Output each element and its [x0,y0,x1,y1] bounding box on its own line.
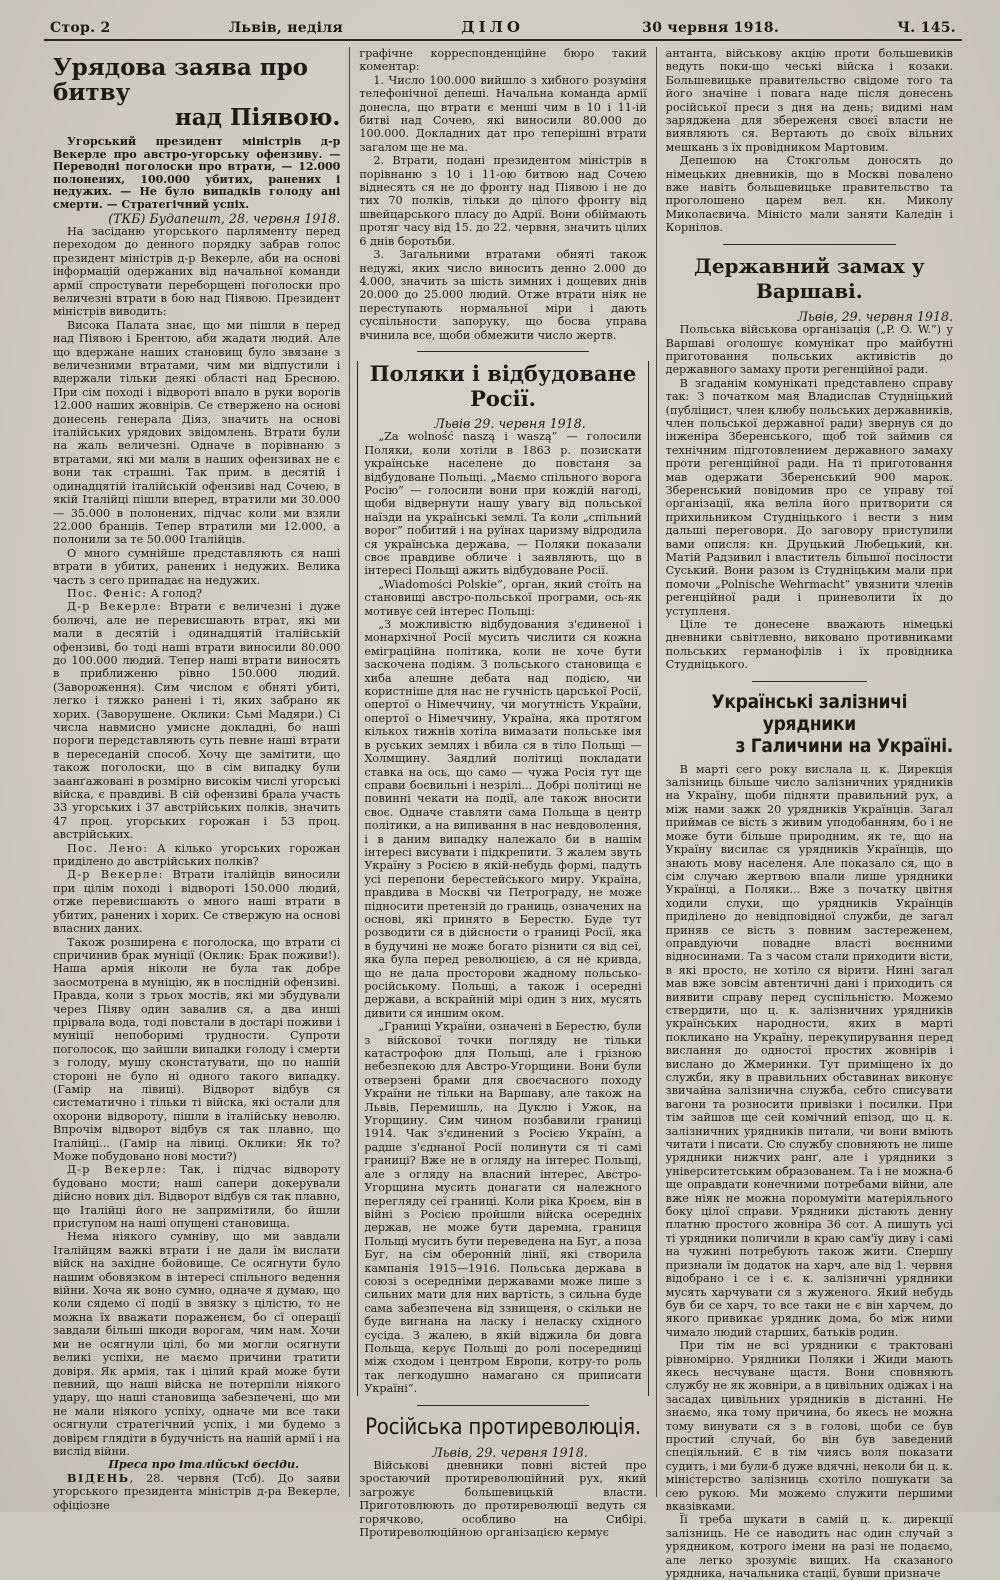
subheading-press: Преса про італійські бесіди. [108,1457,299,1472]
section-rule [417,351,589,352]
headline-railway [666,691,953,757]
dateline-counterrevolution: Львів, 29. червня 1918. [432,1444,588,1460]
speaker: Д-р Векерле: [67,868,164,882]
paragraph: В марті сего року вислала ц. к. Дирекція залізниць більше число залізничних урядників на Україну, щоби підняти правильний рух, а між нами зажк 20 урядників Українців. Загал приймав се вість з живим уподобанням, бо і не може бути більше природним, як те, що на Україну висилає ся урядників Українців, що знають мову населеня. Але показало ся, що в сім случаю жертвою впали лише урядники Українці, а Поляки... Вже з початку цвітня ходили слухи, що урядників Українців приділено до невідповідної служби, де загал приняв се вість з повним застереженем, оправдуючи повадне власті воєнними відносинами. Та з часом стали приходити вісти, в які просто, не хотіло ся вірити. Нині загал мав вже зовсім автентичні дані і приходить ся виявити справу перед суспільністю. Можемо ствердити, що ц. к. залізничних урядників українських народности, яких в марті покликано на Україну, перекупирування перед вислання до одностої простих жовнірів і вислано до Жмеринки. Тут приміщено їх до служби, яку в правильних обставинах виконує звичайна залізнична служба, себто списувати вагони та розносити привізки і посилки. При тім зайшов ще сей комічний епізод, що ц. к. залізничних урядників питали, чи вони вміють читати і писати. Сю службу сповняють не лише урядники нижчих ранґ, але і урядники з університетським образованем. Та і не можна-б ще оправдати конечними потребами війни, але вже ніяк не можна поромуміти матеріяльного боку цілої справи. Урядники дістають денну платню простого жовніра 36 сот. А пишуть усі ті урядники поличили в краю сам'їу диву і самі на чужині потребують також жити. Спершу признали їм додаток на харч, але від 1. червня відобрано і се і є. к. залізничні урядники мусять харчувати ся з жуженого. Який небудь був би се харч, то все таки не є він харчем, до якого привикає урядник дома, бо між ними чимало людий старших, батьків родин. [665,762,953,1339]
numbered-paragraph: 3. Загальними втратами обняті також недужі, яких число виносить денно 2.000 до 4.000, значить за шість зимних і дощевих днів 20.000 до 25.000 людий. Отже втрати ніяк не переступають нормальної міри і дають суспільности запоруку, що босва управа вчинила все, щоби обмежити число жертв. [359,248,647,342]
dateline-budapest: (ТКБ) Будапешт, 28. червня 1918. [108,210,341,226]
paper-name: ДІЛО [461,18,524,36]
page-number: Стор. 2 [50,20,111,36]
paragraph: При тім не всі урядники є трактовані рівномірно. Урядники Поляки і Жиди мають якесь несчуване щастя. Вони сповняють службу не як жовніри, а в цивільних одіжах і на засадах цивільних урядників в дістанні. Не знаємо, яка тому причина, бо якесь не можна тому винувати ся з в голові, щоби се був простий случай, бо він був заведений спеціяльний. Є в тім чиясь воля показати судить, і ми були-б дуже вдячні, неколи би ц. к. міністерство залізниць схотіло пошукати за сею рукою. Ми можемо служити першими вказівками. [665,1339,953,1513]
paragraph: Ціле те донесене вважають німецькі дневники сьвітлевно, виковано противниками польських германофілів і їх провідника Студніцького. [665,618,953,672]
speaker: Пос. Феніс: [67,586,148,600]
headline-warsaw: Державний замах у Варшаві. [694,253,925,303]
paragraph: графічне корреспонденційне бюро такий коментар: [359,47,647,74]
paragraph: антанта, військову акцію проти большевиків ведуть поки-що чеські війска і козаки. Большевицьке правительство свідоме того та його значіне і повага наде після донесень російської преси з дня на день; видимі нам заряджена для збереженя своєї власти не виявляють ся. Вертають до своїх вільних мешкань з їх провідником Мартовим. [665,47,953,154]
speaker: Д-р Векерле: [67,1163,168,1177]
exchange-line [53,868,340,935]
exchange-line [53,842,340,869]
section-rule [723,244,895,245]
speech: А кілько угорських горожан приділено до австрійських полків? [53,841,341,869]
column-2 [349,47,655,1540]
paragraph: Військові дневники повні вістей про зростаючий протиреволюційний рух, який загрожує большевицькій власти. Приготовлюють до протиреволюції ведуть ся горячково, особливо на Сибірі. Протиреволюційною організацією кермує [359,1459,647,1540]
article-poles [357,361,648,1396]
speech: А голод? [150,586,202,600]
city-vienna: ВІДЕНЬ [67,1470,130,1485]
headline-piave-line1: Урядова заява про битву [53,54,309,106]
paragraph: Висока Палата знає, що ми пішли в перед над Піявою і Брентою, аби жадати людий. Але що вдержане наших становищ було звязане з величезними втратами, чим ми відпустили і вдержали тільки деякі області над Бресною. При сім поході і відвороті впало в руки ворогів 12.000 наших жовнірів. Се ствержено на основі донесень генерала Діяз, значить на основі італійських урядових звідомлень. Втрати були на жаль величезні. Одначе в порівнаню з втратами, які ми мали в наших офензивах не є вони так страшні. Так прим. в десятій і одинадцятій італійській офензиві над Сочею, в якій Італійці пішли вперед, втратили ми 30.000 — 35.000 в полонених, підчас коли ми взяли 22.000 бранців. Тепер втратили ми 12.000, а полонили за те 50.000 Італійців. [53,318,341,547]
paragraph: Її треба шукати в самій ц. к. дирекції залізниць. Не се наводить нас один случай з урядником, котрого імени на разі не подаємо, але легко зрозуміє вищих. На сказаного урядника, начальника стації, бувши призначе [665,1513,953,1580]
paragraph: О много сумнійше представляють ся наші втрати в убитих, ранених і недужих. Велика часть з сего припадає на недужих. [53,546,341,587]
speech: Втрати італійців виносили при цілім поході і відвороті 150.000 людий, отже перевисшають о много наші втрати в убитих, ранених і хорих. Се ствержую на основі власних даних. [53,868,341,936]
issue-date: 30 червня 1918. [642,20,780,36]
exchange-line [53,587,340,600]
headline-piave [53,55,340,130]
paragraph: „З можливістю відбудования з'єдиненої і монархічної Росії мусить числити ся кожна еміграційна політика, коли не хоче бути заскочена подіям. З польського становища є хиба алешне дебата над подією, чи користніше для нас не гучність царської Росії, опертої о Німеччину, чи могутність України, опертої о Німеччину, Україна, яка протягом кількох тижнів хотіла вимазати польське імя в руських землях і вбила ся в тіло Польщі — Холмщину. Заядлий політиці покладати ставка на ось, що само — чужа Росія тут ще справи боєвильні і незрілі... Добрі політиці не повинні чекати на події, але також вносити своє. Одначе ставляти сама Польща в центр політики, а на випивання в нас невдоволення, і в даним випадку належало би в нашім інтересі висувати і підкрепити. З жалем звуть Україну з Росією в якій-небудь формі, падуть усі перепони берестейського миру. Україна, правдива в Москві чи Петрограду, не може підносити претензій до границь, означених на основі, які принято в Берестю. Буде тут розводити ся в дійсности о границі Росії, яка в будучині не може богато різнити ся від сеї, яка була перед революцією, а ся не кривда, що не дала просторови жадному польсько-російському. Польщі, а також і осередні держави, а вскрайній мірі один з них, мусять дивити ся иншим оком. [364,618,642,1020]
paragraph: „Wiadomości Polskie”, орган, який стоїть на становищі австро-польської програми, ось-як мотивує сей інтерес Польщі: [364,577,642,618]
headline-poles: Поляки і відбудоване Росії. [369,360,637,411]
issue-number: Ч. 145. [897,20,956,36]
exchange-line [53,600,340,841]
dateline-warsaw: Львів, 29. червня 1918. [797,308,953,324]
numbered-paragraph: 2. Втрати, подані президентом міністрів в порівнаню з 10 і 11-ою битвою над Сочею віднесять ся не до фронту над Піявою і не до тих 70 полків, тільки до цілого фронту від швейцарського пласу до Адрії. Вони обіймають протяг часу від 15. до 22. червня, значить цілих 6 днів боротьби. [359,154,647,248]
speaker: Пос. Лено: [67,841,149,855]
paragraph: Депешою на Стокгольм доносять до німецьких дневників, що в Москві повалено вже навіть большевицьке правительство та проголошено царем вел. кн. Миколу Миколаєвича. Міністо мали заняти Каледін і Корнілов. [665,154,953,235]
headline-counterrevolution: Російська протиреволюція. [365,1414,641,1440]
speech: Так, і підчас відвороту будовано мости; наші сапери докерували дійсно нових діл. Відворот відбув ся так плавно, що Італійці його не запримітили, бо йшли приступом на наші опущені становища. [53,1163,341,1231]
column-1 [44,47,349,1512]
headline-railway-line2: з Галичини на Україні. [735,734,953,757]
paragraph: В згаданім комунікаті представлено справу так: З початком мая Владислав Студніцький (публіцист, член клюбу польських державників, член польської державної ради) звернув ся до інженіра Зберенського, щоб той займив ся технічним підготовлением державного замаху проти регенційної ради. На ті приготовання мав одержати Зберенський 900 марок. Зберенський повідомив про се управу тої організації, яка веліла його притворити ся прихильником Студніцького і вести з ним дальші переговори. До заговору приступили вами описля: кн. Друцький Любецький, кн. Матій Радзивил і властитель більшої посілости Суський. Вони разом із Студніцьким мали при помочи „Polnische Wehrmacht” увязнити членів регенційної ради і приневолити їх до уступленя. [665,376,953,618]
paragraph: „Za wolność naszą i waszą” — голосили Поляки, коли хотіли в 1863 р. позискати українське населене до повстаня за відбудоване Польщі. „Маємо спільного ворога Росію” — голосили вони при кождій нагоді, щоби відвернути нашу увагу від польської наїзди на українські землі. Та коли „спільний ворог” побитий і на руїнах царизму відродила ся українська держава, — Поляки показали своє правдиве обличе і заявляють, що в інтересі Польщі ажить відбудоване Росії. [364,430,642,578]
article-columns [44,47,962,1580]
headline-railway-line1: Українські залізничі урядники [711,690,908,735]
running-header [44,18,962,41]
speaker: Д-р Векерле: [67,600,163,614]
paragraph-text: , 28. червня (Тсб). До заяви угорського президента міністрів д-ра Векерле, офіціозне [53,1471,341,1512]
paragraph: Також розширена є поголоска, що втрати сі спричинив брак муніції (Оклик: Брак поживи!). Наша армія ніколи не була так добре заосмотрена в муніцію, як в послідній офензиві. Правда, коли з трьох мостів, які ми збудували через Піяву один завалив ся, а два инші прірвала вода, тоді повстали в достарі поживи і муніції непоборимі трудности. Супроти поголосок, що зайшли випадки голоду і смерти з голоду, мушу сконстатувати, що по нашій стороні не було ні одного такого випадку. (Гамір на лівиці). Відворот відбув ся систематично і тільки ті війска, які остали для охорони відвороту, пішли в італійську неволю. Впрочім відворот відбув ся так плавно, що Італійці... (Гамір на лівиці. Оклики: Як то? Може побудовано нові мости?) [53,935,341,1163]
numbered-paragraph: 1. Число 100.000 вийшло з хибного розуміня телефонічної депеші. Начальна команда армії донесла, що втрати є менші чим в 10 і 11-ій битві над Сочею, які виносили 80.000 до 100.000. Докладних дат про теперішні втрати загалом ще не ма. [359,73,647,154]
paragraph [53,1472,340,1512]
speech: Втрати є величезні і дуже болючі, але не перевисшають втрат, які ми мали в десятій і одинадцятій італійській офензиві, бо тоді наші втрати виносили 80.000 до 100.000 людий. Тепер наші втрати виносять в приближеню рівно 150.000 людий. (Завороження). Сим числом є обняті убиті, легко і тяжко ранені і ті, яких забрано як хорих. (Заворушене. Оклики: Сьмі Мадяри.) Сі числа навмисно умисне докладні, бо наші пороги передставляють суть певне наші втрати в переседаній способ. Хочу ще замітити, що також поголоски, що в сім випадку були заанґажовані в розмірно високім числі угорські війска, є правдиві. В сій офензиві брала участь 33 угорських і 37 австрійських полків, значить 47 проц. угорських горожан і 53 проц. австрійських. [53,600,341,842]
lead-paragraph: Угорський президент міністрів д-р Векерле про австро-угорську офензиву. — Переводні поголоски про втрати, — 12.000 полонених, 100.000 убитих, ранених і недужих. — Не було випадків голоду ані смерти. — Стратегічний успіх. [53,135,341,211]
section-rule [752,681,867,682]
dateline-poles: Львів 29. червня 1918. [434,415,586,431]
paragraph: Польська військова організація („P. O. W.”) у Варшаві оголошує комунікат про майбутні приготовання польських активістів до державного замаху проти регенційної ради. [665,323,953,377]
paragraph: Нема ніякого сумніву, що ми завдали Італійцям важкі втрати і не дали їм вислати війск на західне бойовище. Се осягнути було нашим обовязком в інтересі спільного ведення війни. Хоча як воно сумно, одначе я думаю, що коли сядемо сї події в звязку з цілістю, то не можна їх вважати пораженєм, бо сї операції завдали більші шкоди ворогам, чим нам. Хочи ми не осягнули цілі, бо ми могли осягнути великі успіхи, не маємо причини тратити довіря. Як армія, так і цілий край може бути певний, що наші війска не потерпіли ніякого удару, що наші становища забезпечені, що ми не мали ніякого успіху, одначе ми все таки осягнули стратегічний успіх, і ми будемо з довірєм глядіти в будучність на нашій армії і на вислід війни. [53,1230,341,1458]
exchange-line [53,1163,340,1230]
column-3 [656,47,962,1580]
headline-piave-line2: над Піявою. [174,104,341,131]
paragraph: На засіданю угорського парляменту перед переходом до денного порядку забрав голос президент міністрів д-р Векерле, аби на основі інформацій одержаних від начальної команди армії спростувати переборщені поголоски про величезні втрати в бою над Піявою. Президент міністрів виводить: [53,224,341,319]
city-day: Львів, неділя [228,20,344,36]
section-rule [417,1405,589,1406]
paragraph: „Границі України, означені в Берестю, були з війскової точки погляду не тільки катастрофою для Польщі, але і грізною небезпекою для Австро-Угорщини. Вони були отверзені брами для своєчасного походу України не тільки на Варшаву, але також на Львів, Перемишль, на Дуклю і Ужок, на Угорщину. Сим чином позбавили границі 1914. Чак з'єдинений з Росією Україні, а радше з'єднаної Росії полинути ся ті самі границі? Вже не в огляду на інтерес Польщі, але з огляду на власний інтерес, Австро-Угорщина мусить донагати ся належного перегляду сеї границі. Коли ріка Кроєм, він в війні з Росією пройшли війска осередніх держав, не може бути даремна, границя Польщі мусить бути переведена на Буг, а поза Буг, на сім оберонній лінії, які створила кампанія 1915—1916. Польська держава в союзі з осередніми державами може лише з сильних мати для них вартість, з сильна буде сама забезпечена від ззнищеня, о скільки не буде вигнана на ласку і неласку східного сусіда. З жалею, в якій віджила би довга Польща, керує Польщі до ролі посередниці між сходом і центром Европи, котру-то роль так легкодушно намагано ся приписати Україні”. [364,1020,642,1396]
